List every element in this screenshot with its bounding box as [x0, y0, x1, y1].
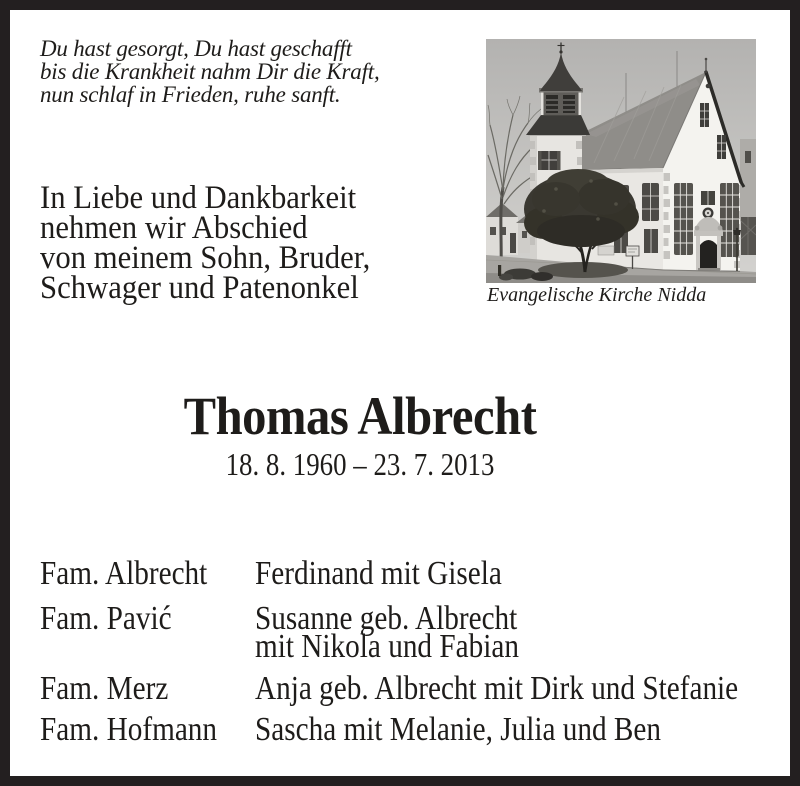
farewell-line: Schwager und Patenonkel	[40, 270, 359, 306]
family-names: Sascha mit Melanie, Julia und Ben	[255, 711, 662, 748]
deceased-dates: 18. 8. 1960 – 23. 7. 2013	[225, 446, 495, 482]
family-names: mit Nikola und Fabian	[255, 628, 519, 665]
verse-line: Du hast gesorgt, Du hast geschafft	[40, 36, 352, 61]
deceased-name: Thomas Albrecht	[183, 386, 537, 446]
family-names: Anja geb. Albrecht mit Dirk und Stefanie	[255, 669, 739, 707]
family-label: Fam. Merz	[40, 669, 169, 707]
verse-line: nun schlaf in Frieden, ruhe sanft.	[40, 82, 341, 107]
family-label: Fam. Pavić	[40, 599, 172, 637]
family-label: Fam. Albrecht	[40, 555, 208, 592]
family-names: Ferdinand mit Gisela	[255, 555, 502, 592]
farewell-line: von meinem Sohn, Bruder,	[40, 240, 371, 276]
family-names: Susanne geb. Albrecht	[255, 599, 518, 637]
family-label: Fam. Hofmann	[40, 711, 218, 748]
farewell-line: nehmen wir Abschied	[40, 210, 308, 246]
verse-line: bis die Krankheit nahm Dir die Kraft,	[40, 59, 380, 84]
farewell-line: In Liebe und Dankbarkeit	[40, 180, 357, 216]
photo-caption: Evangelische Kirche Nidda	[487, 284, 707, 306]
